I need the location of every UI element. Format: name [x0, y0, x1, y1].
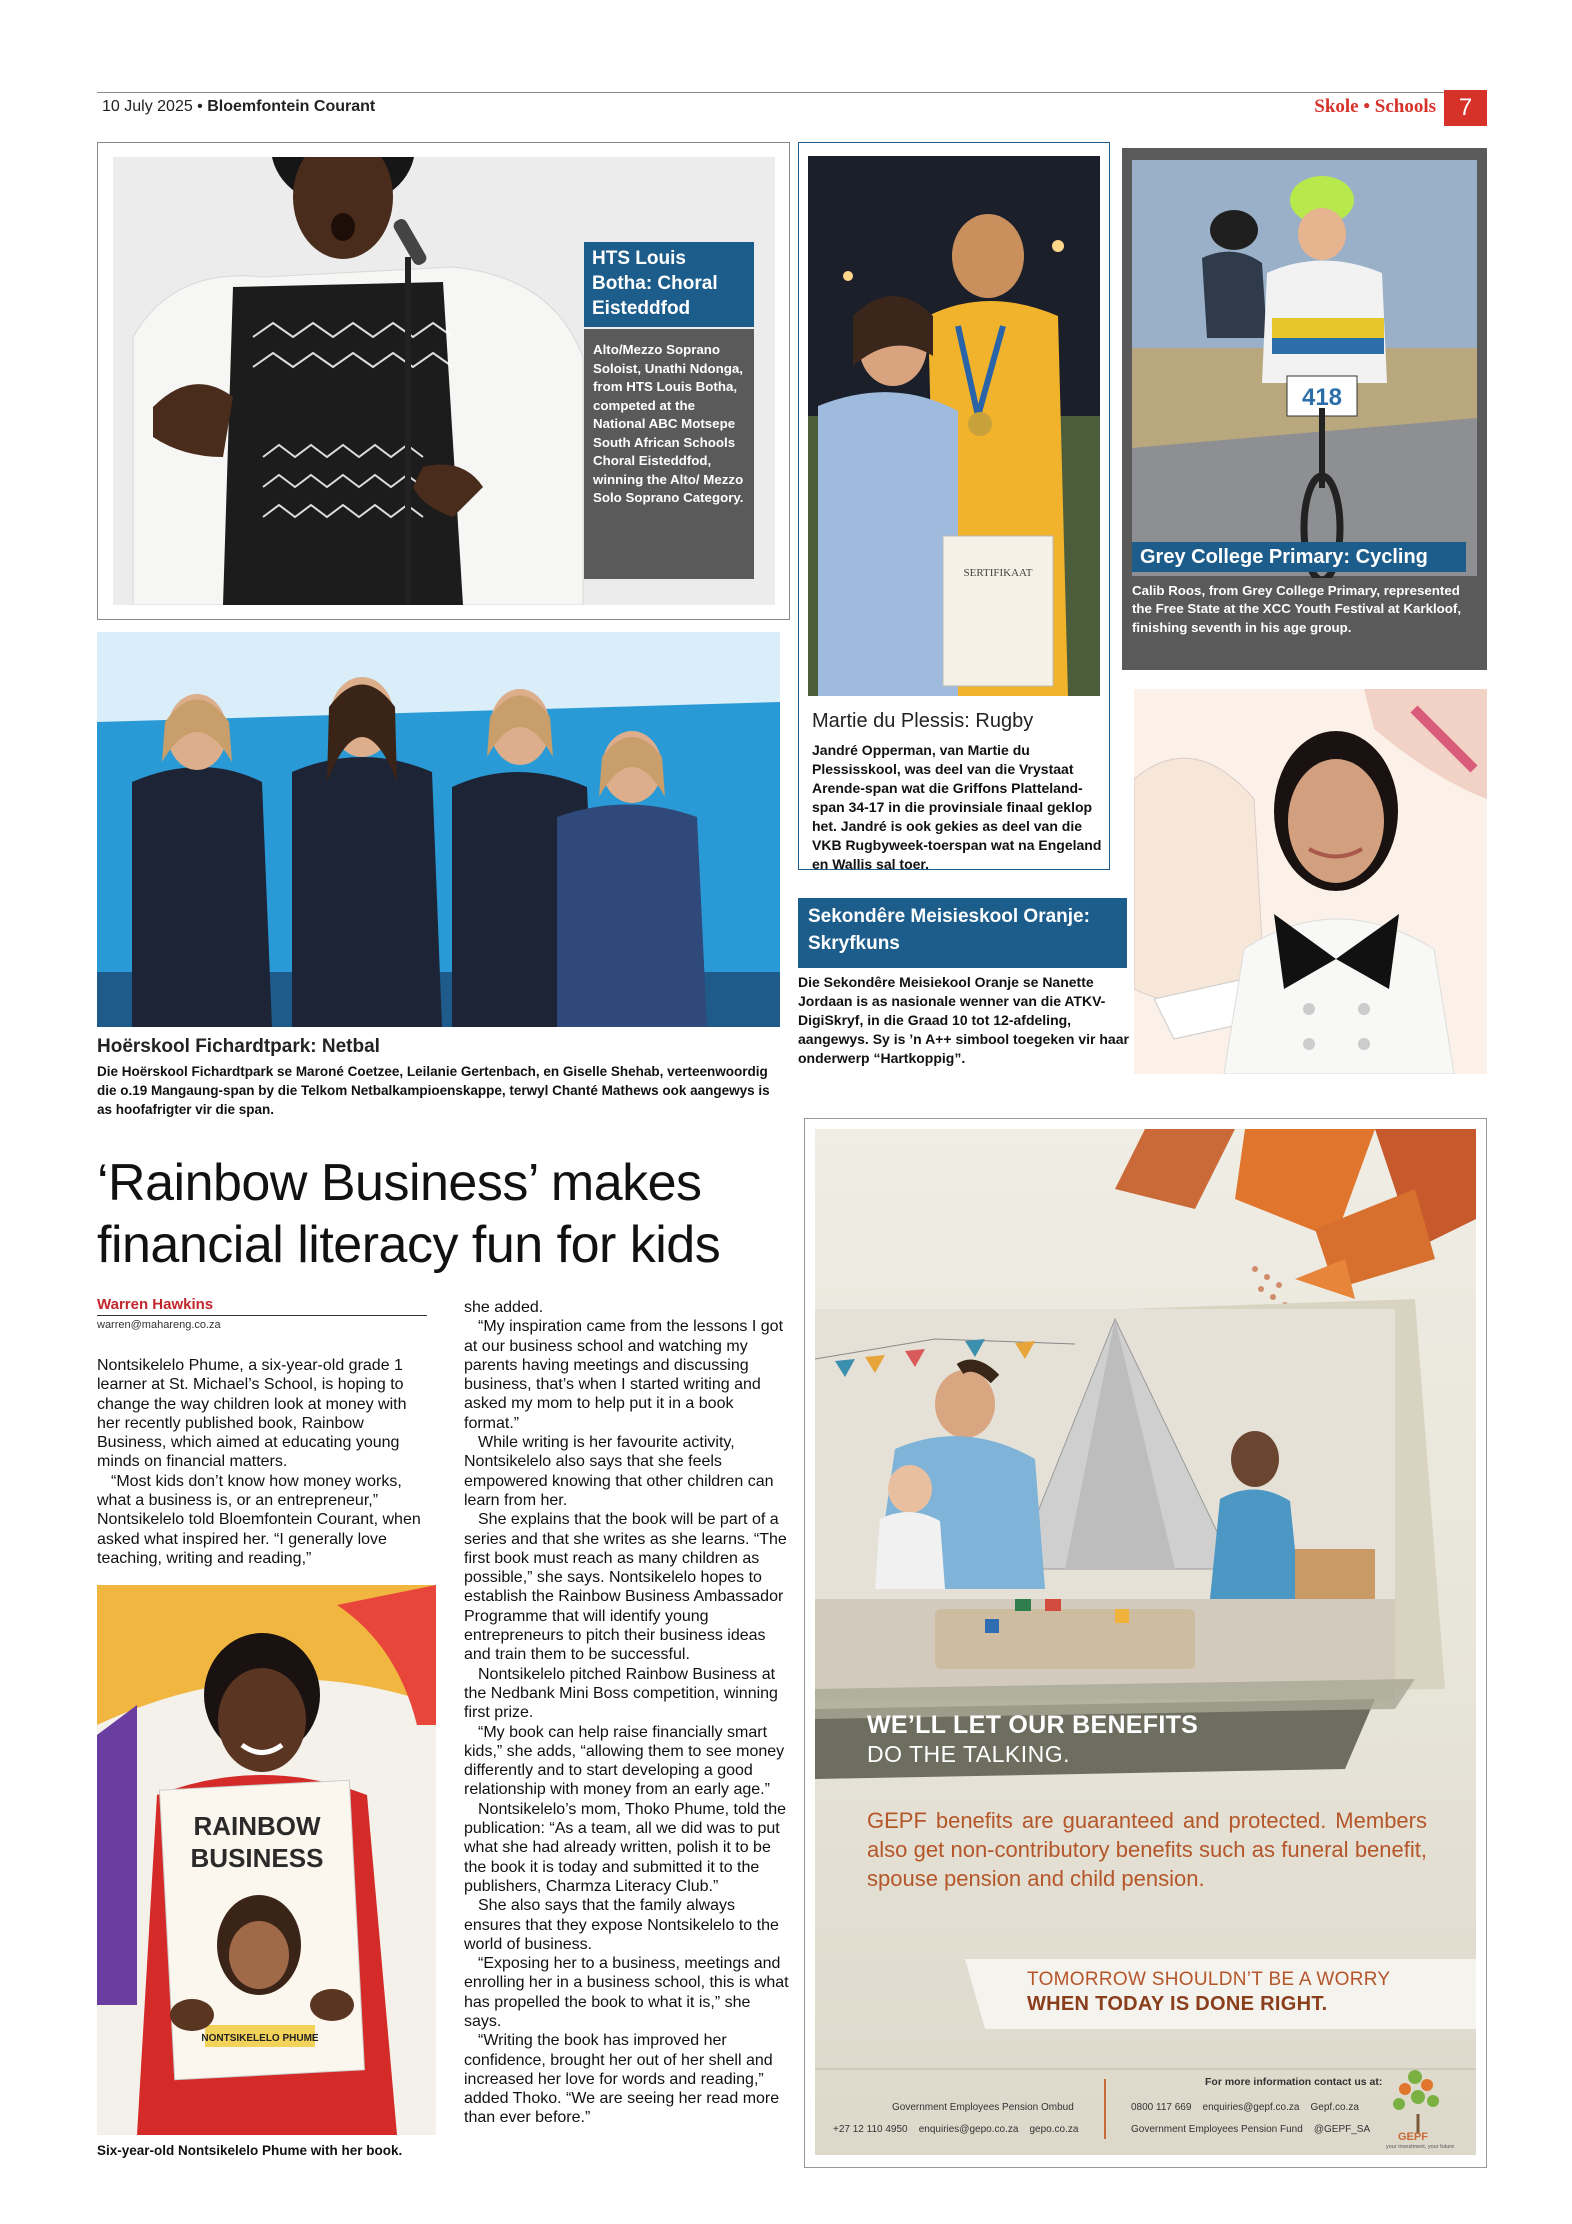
ad-headline-2: DO THE TALKING. — [867, 1741, 1071, 1767]
netball-photo — [97, 632, 780, 1027]
header-date: 10 July 2025 • Bloemfontein Courant — [102, 98, 376, 115]
ad-tagline-1: TOMORROW SHOULDN’T BE A WORRY — [1027, 1969, 1391, 1990]
fund-contact[interactable]: 0800 117 669 enquiries@gepf.co.za Gepf.co.za — [1131, 2102, 1359, 2113]
book-photo — [97, 1585, 436, 2135]
ombud-name: Government Employees Pension Ombud — [892, 2102, 1074, 2113]
paragraph: She explains that the book will be part of a series and that she writes as she learns. “The first book must reach as many children as possible,” she says. Nontsikelelo hopes to establish the Rainbow Business Ambassador Programme that will identify young entrepreneurs to pitch their business ideas and train them to be successful. — [464, 1511, 787, 1664]
netball-text: Die Hoërskool Fichardtpark se Maroné Coetzee, Leilanie Gertenbach, en Giselle Shehab, verteenwoordig die o.19 Mangaung-span by die Telkom Netbalkampioenskappe, terwyl Chanté Mathews ook aangewys is as hoofafrigter vir die span. — [97, 1064, 770, 1117]
ombud-contact[interactable]: +27 12 110 4950 enquiries@gepo.co.za gepo.co.za — [833, 2124, 1079, 2135]
cycling-photo — [1122, 148, 1487, 578]
paragraph: Nontsikelelo Phume, a six-year-old grade 1 learner at St. Michael’s School, is hoping to change the way children look at money with her recently published book, Rainbow Business, which aimed at educating young minds on financial matters. — [97, 1357, 407, 1471]
writer-photo — [1134, 689, 1487, 1074]
grey-text: Calib Roos, from Grey College Primary, represented the Free State at the XCC Youth Festival at Karkloof, finishing seventh in his age group. — [1122, 578, 1487, 670]
book-author: NONTSIKELELO PHUME — [201, 2033, 319, 2044]
bib-number: 418 — [1301, 384, 1343, 411]
netball-title: Hoërskool Fichardtpark: Netbal — [97, 1036, 380, 1057]
louis-botha-text: Alto/Mezzo Soprano Soloist, Unathi Ndonga, from HTS Louis Botha, competed at the National ABC Motsepe South African Schools Choral Eisteddfod, winning the Alto/ Mezzo Solo Soprano Category. — [584, 329, 754, 579]
page-number: 7 — [1444, 90, 1487, 126]
author-email: warren@mahareng.co.za — [97, 1319, 221, 1331]
writer-illustration — [1134, 689, 1487, 1074]
gepf-logo-tagline: your investment, your future — [1386, 2144, 1455, 2150]
article-column-1 — [97, 1356, 427, 1568]
paragraph: She also says that the family always ensures that they expose Nontsikelelo to the world of business. — [464, 1897, 779, 1953]
article-column-2 — [464, 1298, 790, 2128]
louis-botha-title: HTS Louis Botha: Choral Eisteddfod — [584, 242, 754, 327]
gepf-logo-text: GEPF — [1398, 2131, 1428, 2143]
paragraph: she added. — [464, 1299, 544, 1316]
ad-headline-1: WE’LL LET OUR BENEFITS — [867, 1711, 1199, 1739]
martie-title: Martie du Plessis: Rugby — [812, 710, 1034, 732]
ad-body: GEPF benefits are guaranteed and protected. Members also get non-contributory benefits such as funeral benefit, spouse pension and child pension. — [867, 1808, 1427, 1891]
oranje-title: Sekondêre Meisieskool Oranje: Skryfkuns — [798, 898, 1127, 968]
book-photo-caption: Six-year-old Nontsikelelo Phume with her book. — [97, 2143, 403, 2158]
paragraph: “My inspiration came from the lessons I got at our business school and watching my parents having meetings and discussing business, that’s when I started writing and asked my mom to help put it in a book format.” — [464, 1318, 784, 1432]
book-illustration — [97, 1585, 436, 2135]
paragraph: While writing is her favourite activity, Nontsikelelo also says that she feels empowered knowing that other children can learn from her. — [464, 1434, 774, 1509]
ad-contact-heading: For more information contact us at: — [1205, 2076, 1383, 2088]
netball-illustration — [97, 632, 780, 1027]
book-title-line-1: RAINBOW — [193, 1811, 321, 1841]
grey-title: Grey College Primary: Cycling — [1132, 542, 1466, 572]
fund-name: Government Employees Pension Fund @GEPF_SA — [1131, 2124, 1371, 2135]
paragraph: “Exposing her to a business, meetings and enrolling her in a business school, this is what has propelled the book to what it is,” she says. — [464, 1955, 789, 2030]
paragraph: Nontsikelelo pitched Rainbow Business at the Nedbank Mini Boss competition, winning first prize. — [464, 1665, 778, 1722]
paragraph: “Most kids don’t know how money works, what a business is, or an entrepreneur,” Nontsikelelo told Bloemfontein Courant, when asked what inspired her. “I generally love teaching, writing and reading,” — [97, 1472, 421, 1567]
book-title-line-2: BUSINESS — [190, 1843, 324, 1873]
rugby-illustration — [808, 156, 1100, 696]
ad-tagline-2: WHEN TODAY IS DONE RIGHT. — [1027, 1993, 1328, 2015]
byline-rule — [97, 1315, 427, 1316]
paragraph: “My book can help raise financially smart kids,” she adds, “allowing them to see money differently and to start developing a good relationship with money from an early age.” — [464, 1723, 785, 1799]
article-headline: ‘Rainbow Business’ makes financial literacy fun for kids — [97, 1154, 721, 1274]
cycling-illustration — [1122, 148, 1487, 578]
ad-background — [815, 1129, 1476, 2155]
header-rule — [97, 92, 1487, 93]
paragraph: Nontsikelelo’s mom, Thoko Phume, told the publication: “As a team, all we did was to put what she had already written, polish it to be the book it is today and submitted it to the publishers, Charmza Literacy Club.” — [464, 1800, 787, 1895]
article-author: Warren Hawkins — [97, 1296, 214, 1313]
martie-text: Jandré Opperman, van Martie du Plessisskool, was deel van die Vrystaat Arende-span wat die Griffons Platteland-span 34-17 in die provinsiale finaal geklop het. Jandré is ook gekies as deel van die VKB Rugbyweek-toerspan wat na Engeland en Wallis sal toer. — [812, 742, 1102, 872]
rugby-photo — [808, 156, 1100, 696]
oranje-text: Die Sekondêre Meisiekool Oranje se Nanette Jordaan is as nasionale wenner van die ATKV-DigiSkryf, in die Graad 10 tot 12-afdeling, aangewys. Sy is ’n A++ simbool toegeken vir haar onderwerp “Hartkoppig”. — [798, 974, 1129, 1066]
paragraph: “Writing the book has improved her confidence, brought her out of her shell and increased her love for words and reading,” added Thoko. “We are seeing her read more than ever before.” — [464, 2032, 780, 2127]
section-label: Skole • Schools — [1314, 96, 1436, 117]
certificate-text: SERTIFIKAAT — [963, 567, 1033, 579]
gepf-advertisement[interactable] — [804, 1118, 1487, 2168]
